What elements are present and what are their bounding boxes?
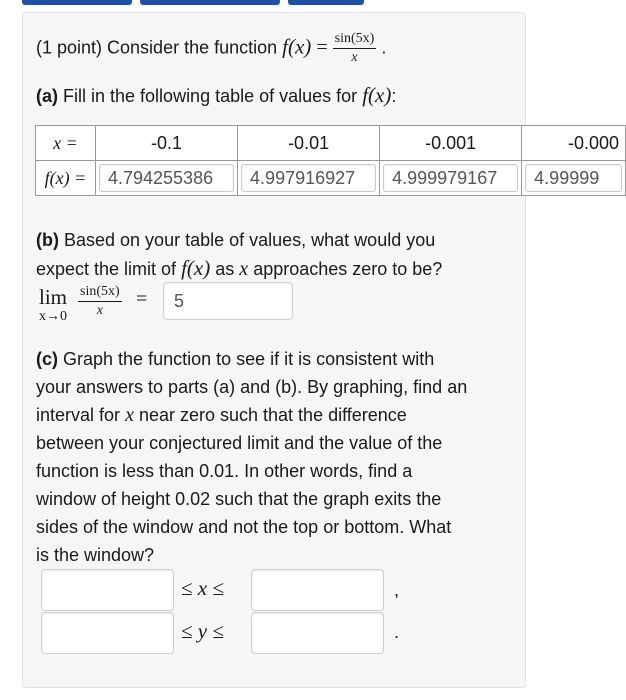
x-max-input[interactable]	[251, 569, 384, 611]
part-c-text: interval for	[36, 405, 121, 425]
x-row-label: x =	[36, 126, 96, 161]
f-value-input[interactable]: 4.99999	[525, 164, 622, 192]
comma: ,	[394, 580, 400, 600]
function-symbol: f(x)	[282, 34, 312, 59]
table-row	[36, 161, 626, 196]
part-a-label: (a)	[36, 86, 58, 106]
lim-subscript: x→0	[39, 309, 67, 324]
f-value-cell	[95, 161, 237, 196]
intro-text: (1 point) Consider the function	[36, 37, 278, 58]
part-c-text: function is less than 0.01. In other words, find a	[36, 461, 413, 481]
variable-x: x	[239, 258, 249, 280]
x-inequality-text: ≤ x ≤	[181, 576, 224, 600]
y-inequality-text: ≤ y ≤	[181, 619, 224, 643]
f-value-cell	[522, 161, 626, 196]
function-symbol: f(x)	[362, 83, 392, 107]
limit-answer-input[interactable]: 5	[163, 282, 293, 320]
part-b-text: Based on your table of values, what would you	[64, 230, 436, 250]
part-b-text: approaches zero to be?	[253, 259, 443, 279]
x-value-cell: -0.001	[380, 126, 522, 161]
function-fraction	[333, 31, 377, 66]
part-c-text: window of height 0.02 such that the graph exits the	[36, 489, 442, 509]
part-a-prompt	[36, 83, 396, 108]
fraction-denominator: x	[96, 303, 103, 318]
part-c-label: (c)	[36, 349, 58, 369]
part-c-prompt	[36, 345, 467, 569]
x-inequality	[181, 576, 224, 601]
function-symbol: f(x)	[181, 256, 211, 280]
x-min-input[interactable]	[41, 569, 174, 611]
tab-indicator[interactable]	[288, 0, 364, 5]
y-inequality	[181, 619, 224, 644]
fraction-numerator: sin(5x)	[78, 284, 122, 302]
limit-operator	[36, 285, 70, 325]
f-value-cell	[380, 161, 522, 196]
f-value-input[interactable]: 4.999979167	[383, 164, 518, 192]
part-b-label: (b)	[36, 230, 59, 250]
part-b-text: expect the limit of	[36, 259, 177, 279]
part-c-text: near zero such that the difference	[138, 405, 407, 425]
part-b-prompt	[36, 226, 442, 283]
values-table	[35, 125, 626, 196]
f-value-cell	[238, 161, 380, 196]
problem-intro	[36, 31, 386, 66]
variable-x: x	[125, 404, 134, 426]
part-c-text: your answers to parts (a) and (b). By graphing, find an	[36, 377, 468, 397]
limit-fraction	[78, 284, 122, 319]
equals-sign: =	[136, 288, 148, 310]
top-tab-strip	[22, 0, 364, 5]
part-c-text: Graph the function to see if it is consistent with	[63, 349, 435, 369]
y-max-input[interactable]	[251, 612, 384, 654]
equals-sign: =	[316, 36, 328, 59]
y-min-input[interactable]	[41, 612, 174, 654]
lim-text: lim	[38, 285, 67, 309]
part-c-text: is the window?	[36, 545, 155, 565]
part-c-text: between your conjectured limit and the value of the	[36, 433, 443, 453]
colon: :	[391, 86, 397, 106]
x-value-cell: -0.01	[238, 126, 380, 161]
fraction-numerator: sin(5x)	[333, 31, 377, 49]
tab-indicator[interactable]	[140, 0, 280, 5]
f-value-input[interactable]: 4.794255386	[99, 164, 234, 192]
period: .	[381, 37, 387, 58]
table-row	[36, 126, 626, 161]
part-c-text: sides of the window and not the top or bottom. What	[36, 517, 452, 537]
f-value-input[interactable]: 4.997916927	[241, 164, 376, 192]
tab-indicator[interactable]	[22, 0, 132, 5]
part-a-text: Fill in the following table of values for	[63, 86, 358, 106]
fraction-denominator: x	[351, 50, 358, 65]
x-value-cell: -0.000	[522, 126, 626, 161]
part-b-text: as	[215, 259, 235, 279]
period: .	[394, 622, 400, 642]
x-value-cell: -0.1	[95, 126, 237, 161]
f-row-label: f(x) =	[36, 161, 96, 196]
